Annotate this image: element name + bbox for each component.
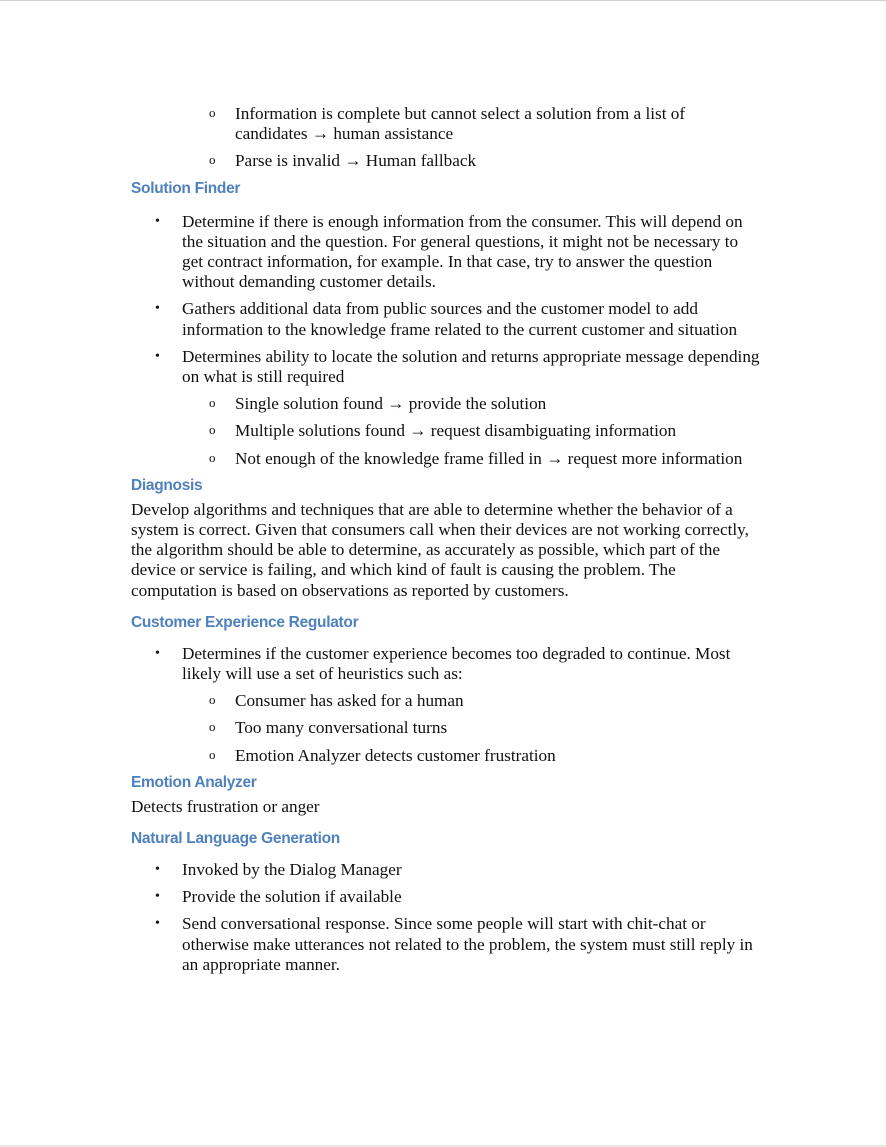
cx-regulator-list	[131, 644, 761, 766]
heuristics-sublist	[182, 691, 761, 766]
list-item: o Single solution found → provide the solution	[209, 394, 547, 414]
bullet-icon: •	[155, 645, 160, 661]
list-item: o Consumer has asked for a human	[209, 691, 464, 711]
page-top-border	[0, 0, 886, 1]
bullet-icon: •	[155, 889, 160, 905]
heading-solution-finder: Solution Finder	[131, 179, 241, 197]
hollow-bullet-icon: o	[209, 692, 216, 708]
heading-emotion-analyzer: Emotion Analyzer	[131, 773, 257, 791]
list-item: o Information is complete but cannot select a solution from a list of candidates → human assistance	[209, 104, 686, 144]
list-item: o Multiple solutions found → request disambiguating information	[209, 421, 677, 441]
hollow-bullet-icon: o	[209, 105, 216, 120]
nlg-list	[131, 860, 761, 975]
heading-diagnosis: Diagnosis	[131, 476, 203, 494]
list-item: o Emotion Analyzer detects customer frustration	[209, 745, 556, 765]
bullet-icon: •	[155, 916, 160, 932]
list-item: • Send conversational response. Since some people will start with chit-chat or otherwise make utterances not related to the problem, the system must still reply in an appropriate manner.	[155, 914, 753, 974]
hollow-bullet-icon: o	[209, 152, 216, 168]
list-item: o Not enough of the knowledge frame filled in → request more information	[209, 448, 743, 468]
heading-natural-language-generation: Natural Language Generation	[131, 830, 340, 848]
list-item: o Parse is invalid → Human fallback	[209, 151, 477, 171]
hollow-bullet-icon: o	[209, 719, 216, 735]
continued-sublist	[131, 104, 761, 172]
bullet-icon: •	[155, 213, 160, 229]
bullet-icon: •	[155, 862, 160, 878]
hollow-bullet-icon: o	[209, 746, 216, 762]
heading-customer-experience-regulator: Customer Experience Regulator	[131, 613, 359, 631]
list-item: • Provide the solution if available	[155, 887, 402, 907]
list-item: • Determines if the customer experience becomes too degraded to continue. Most likely will use a set of heuristics such as: o Consumer has asked for a human o Too many conversational turns o Emotion Analyzer detects customer frustration	[131, 644, 761, 766]
list-item: • Gathers additional data from public sources and the customer model to add information to the knowledge frame related to the current customer and situation	[155, 299, 738, 339]
hollow-bullet-icon: o	[209, 395, 216, 411]
solution-outcomes-sublist	[182, 394, 761, 469]
list-item: • Determines ability to locate the solution and returns appropriate message depending on what is still required o Single solution found → provide the solution o Multiple solutions found → request disambiguating information o Not enough of the knowledge frame filled in → request more information	[155, 346, 760, 468]
document-page	[131, 104, 761, 982]
bullet-icon: •	[155, 301, 160, 317]
hollow-bullet-icon: o	[209, 422, 216, 438]
list-item: • Determine if there is enough information from the consumer. This will depend on the situation and the question. For general questions, it might not be necessary to get contract information, for example. In that case, try to answer the question without demanding customer details.	[155, 211, 743, 292]
solution-finder-list	[131, 212, 761, 469]
list-item: o Too many conversational turns	[209, 718, 448, 738]
bullet-icon: •	[155, 348, 160, 364]
diagnosis-paragraph: Develop algorithms and techniques that are able to determine whether the behavior of a system is correct. Given that consumers call when their devices are not working correctly, the algorithm should be able to determine, as accurately as possible, which part of the device or service is failing, and which kind of fault is causing the problem. The computation is based on observations as reported by customers.	[131, 499, 749, 600]
hollow-bullet-icon: o	[209, 449, 216, 465]
list-item: • Invoked by the Dialog Manager	[155, 860, 402, 880]
emotion-analyzer-paragraph: Detects frustration or anger	[131, 796, 320, 816]
